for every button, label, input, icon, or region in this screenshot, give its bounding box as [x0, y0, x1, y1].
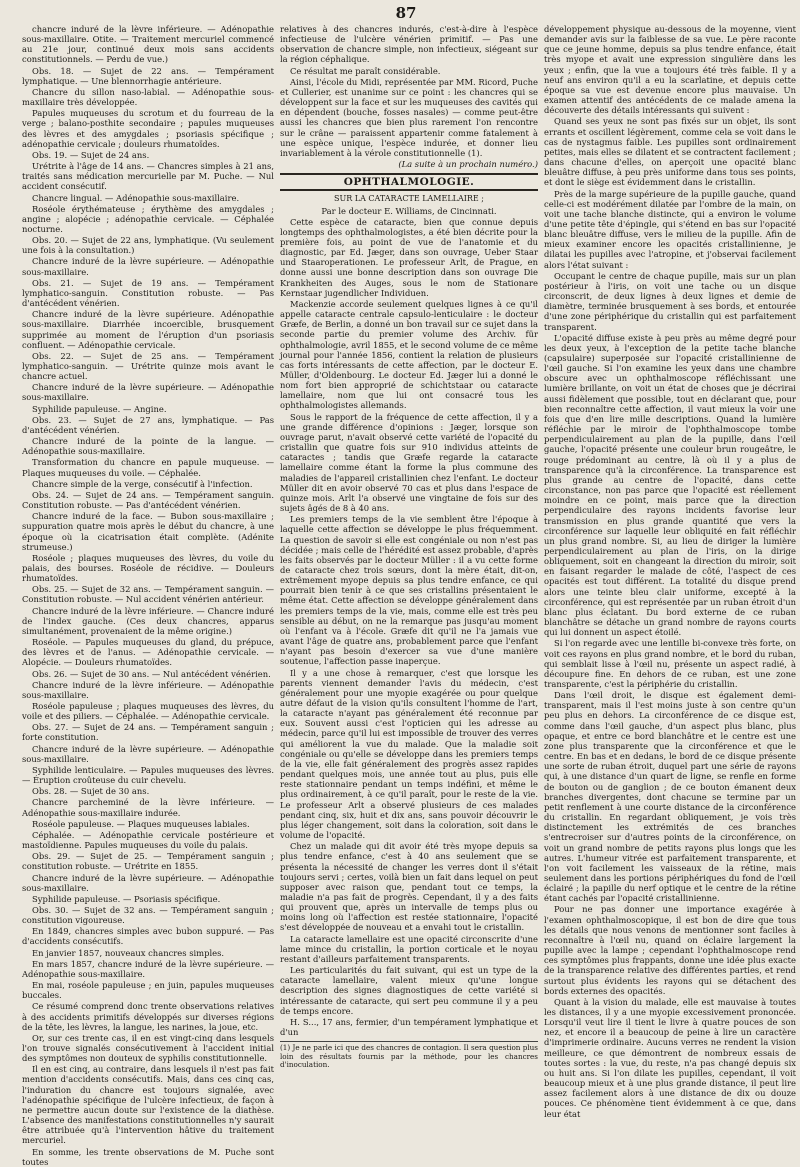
paragraph: En mai, roséole papuleuse ; en juin, papules muqueuses buccales.: [22, 980, 274, 1001]
paragraph: Chancre induré de la lèvre supérieure. Adénopathie sous-maxillaire. Diarrhée incoercible, brusquement supprimée au moment de l'éruption d'un psoriasis confluent. — Adénopathie cervicale.: [22, 309, 274, 350]
footnote: (1) Je ne parle ici que des chancres de contagion. Il sera question plus loin des résultats fournis par la méthode, pour les chancres d'inoculation.: [280, 1043, 538, 1070]
paragraph: Il en est cinq, au contraire, dans lesquels il n'est pas fait mention d'accidents consécutifs. Mais, dans ces cinq cas, l'induration du chancre est toujours signalée, avec l'adénopathie spécifique de l'ulcère infectieux, de façon à ne permettre aucun doute sur l'existence de la diathèse. L'absence des manifestations constitutionnelles n'y saurait être attribuée qu'à l'intervention hâtive du traitement mercuriel.: [22, 1064, 274, 1146]
paragraph: Obs. 27. — Sujet de 24 ans. — Tempérament sanguin ; forte constitution.: [22, 722, 274, 743]
paragraph: Obs. 28. — Sujet de 30 ans.: [32, 786, 150, 797]
paragraph: chancre induré de la lèvre inférieure. — Adénopathie sous-maxillaire. Otite. — Traitement mercuriel commencé au 21e jour, continué deux mois sans accidents constitutionnels. — Perdu de vue.): [22, 24, 274, 65]
column-left: [22, 24, 274, 1167]
paragraph: Chez un malade qui dit avoir été très myope depuis sa plus tendre enfance, c'est à 40 ans seulement que se présenta la nécessité de changer les verres dont il s'était toujours servi ; certes, voilà bien un fait dans lequel on peut supposer avec raison que, pendant tout ce temps, la maladie n'a pas fait de progrès. Cependant, il y a des faits qui prouvent que, après un intervalle de temps plus ou moins long où l'affection est restée stationnaire, l'opacité s'est développée de nouveau et a envahi tout le cristallin.: [280, 841, 538, 933]
paragraph: Obs. 20. — Sujet de 22 ans, lymphatique. (Vu seulement une fois à la consultation.): [22, 235, 274, 256]
paragraph: Si l'on regarde avec une lentille bi-convexe très forte, on voit ces rayons en plus grand nombre, et le bord du ruban, qui semblait lisse à l'œil nu, présente un aspect radié, à découpure fine. En dehors de ce ruban, est une zone transparente, c'est la périphérie du cristallin.: [544, 638, 796, 689]
paragraph: Chancre induré de la face. — Bubon sous-maxillaire ; suppuration quatre mois après le début du chancre, à une époque où la cicatrisation était complète. (Adénite strumeuse.): [22, 511, 274, 552]
paragraph: Transformation du chancre en papule muqueuse. — Plaques muqueuses du voile. — Céphalée.: [22, 457, 274, 478]
paragraph: développement physique au-dessous de la moyenne, vient demander avis sur la faiblesse de sa vue. Le père raconte que ce jeune homme, depuis sa plus tendre enfance, était très myope et avait une expression singulière dans les yeux ; enfin, que la vue a toujours été très faible. Il y a neuf ans environ qu'il a eu la scarlatine, et depuis cette époque sa vue est devenue encore plus mauvaise. Un examen attentif des antécédents de ce malade amena la découverte des détails intéressants qui suivent :: [544, 24, 796, 116]
paragraph: Les premiers temps de la vie semblent être l'époque à laquelle cette affection se développe le plus fréquemment. La question de savoir si elle est congéniale ou non n'est pas décidée ; mais celle de l'hérédité est assez probable, d'après les faits observés par le docteur Müller : il a vu cette forme de cataracte chez trois sœurs, dont la mère était, dit-on, extrêmement myope depuis sa plus tendre enfance, ce qui pourrait bien tenir à ce que ses cristallins présentaient le même état. Cette affection se développe généralement dans les premiers temps de la vie, mais, comme elle est très peu sensible au début, on ne la remarque pas jusqu'au moment où l'enfant va à l'école. Græfe dit qu'il ne l'a jamais vue avant l'âge de quatre ans, probablement parce que l'enfant n'ayant pas besoin d'exercer sa vue d'une manière soutenue, l'affection passe inaperçue.: [280, 514, 538, 667]
paragraph: Obs. 29. — Sujet de 25. — Tempérament sanguin ; constitution robuste. — Urétrite en 1855.: [22, 851, 274, 872]
paragraph: Cette espèce de cataracte, bien que connue depuis longtemps des ophthalmologistes, a été bien décrite pour la première fois, au point de vue de l'anatomie et du diagnostic, par Ed. Jæger, dans son ouvrage, Ueber Staar und Staaroperationen. Le professeur Arlt, de Prague, en donne aussi une bonne description dans son ouvrage Die Krankheiten des Auges, sous le nom de Stationare Kernstaar jugendlicher Individuen.: [280, 216, 538, 298]
column-right: [544, 24, 796, 1119]
paragraph: Urétrite à l'âge de 14 ans. — Chancres simples à 21 ans, traités sans médication mercurielle par M. Puche. — Nul accident consécutif.: [22, 161, 274, 192]
paragraph: Il y a une chose à remarquer, c'est que lorsque les parents viennent demander l'avis du médecin, c'est généralement pour une myopie exagérée ou pour quelque autre défaut de la vision qu'ils consultent l'homme de l'art, la cataracte n'ayant pas généralement été reconnue par eux. Souvent aussi c'est l'opticien qui les adresse au médecin, parce qu'il lui est impossible de trouver des verres qui améliorent la vue du malade. Que la maladie soit congéniale ou qu'elle se développe dans les premiers temps de la vie, elle fait généralement des progrès assez rapides pendant quelques mois, une année tout au plus, puis elle reste stationnaire pendant un temps indéfini, et même le plus ordinairement, à ce qu'il paraît, pour le reste de la vie. Le professeur Arlt a observé plusieurs de ces malades pendant cinq, six, huit et dix ans, sans pouvoir découvrir le plus léger changement, soit dans la coloration, soit dans le volume de l'opacité.: [280, 667, 538, 841]
paragraph: Syphilide papuleuse. — Psoriasis spécifique.: [32, 893, 221, 904]
paragraph: Chancre simple de la verge, consécutif à l'infection.: [32, 478, 253, 489]
paragraph: Roséole. — Papules muqueuses du gland, du prépuce, des lèvres et de l'anus. — Adénopathie cervicale. — Alopécie. — Douleurs rhumatoïdes.: [22, 637, 274, 668]
paragraph: L'opacité diffuse existe à peu près au même degré pour les deux yeux, à l'exception de la petite tache blanche (capsulaire) superposée sur l'opacité cristallinienne de l'œil gauche. Si l'on examine les yeux dans une chambre obscure avec un ophthalmoscope réfléchissant une lumière brillante, on voit un état de choses que je décrirai aussi fidèlement que possible, tout en déclarant que, pour bien reconnaître cette affection, il vaut mieux la voir une fois que d'en lire mille descriptions. Quand la lumière réfléchie par le miroir de l'ophthalmoscope tombe perpendiculairement au plan de la pupille, dans l'œil gauche, l'opacité présente une couleur brun rougeâtre, le rouge prédominant au centre, là où il y a plus de transparence qu'à la circonférence. La transparence est plus grande au centre de l'opacité, dans cette circonstance, non pas parce que l'opacité est réellement moindre en ce point, mais parce que la direction perpendiculaire des rayons incidents favorise leur transmission en plus grande quantité que vers la circonférence sur laquelle leur obliquité en fait réfléchir un plus grand nombre. Si, au lieu de diriger la lumière perpendiculairement au plan de l'iris, on la dirige obliquement, soit en changeant la direction du miroir, soit en faisant regarder le malade de côté, l'aspect de ces opacités est tout différent. La totalité du disque prend alors une teinte bleu clair uniforme, excepté à la circonférence, qui est représentée par un ruban étroit d'un blanc plus éclatant. Du bord externe de ce ruban blanchâtre se détache un grand nombre de rayons courts qui lui donnent un aspect étoilé.: [544, 332, 796, 638]
paragraph: Obs. 22. — Sujet de 25 ans. — Tempérament lymphatico-sanguin. — Urétrite quinze mois avant le chancre actuel.: [22, 350, 274, 382]
paragraph: Roséole ; plaques muqueuses des lèvres, du voile du palais, des bourses. Roséole de récidive. — Douleurs rhumatoïdes.: [22, 552, 274, 584]
paragraph: Obs. 24. — Sujet de 24 ans. — Tempérament sanguin. Constitution robuste. — Pas d'antécédent vénérien.: [22, 489, 274, 511]
paragraph: Dans l'œil droit, le disque est également demi-transparent, mais il l'est moins juste à son centre qu'un peu plus en dehors. La circonférence de ce disque est, comme dans l'œil gauche, d'un aspect plus blanc, plus opaque, et entre ce bord blanchâtre et le centre est une zone plus transparente que la circonférence et que le centre. En bas et en dedans, le bord de ce disque présente une sorte de ruban étroit, duquel part une série de rayons qui, à une distance d'un quart de ligne, se renfle en forme de bouton ou de ganglion ; de ce bouton émanent deux branches divergentes, dont chacune se termine par un petit renflement à une courte distance de la circonférence du cristallin. En regardant obliquement, je vois très distinctement les extrémités de ces branches s'entrecroiser sur d'autres points de la circonférence, on voit un grand nombre de petits rayons plus longs que les autres. L'humeur vitrée est parfaitement transparente, et l'on voit facilement les vaisseaux de la rétine, mais seulement dans les portions périphériques du fond de l'œil éclairé ; la papille du nerf optique et le centre de la rétine étant cachés par l'opacité cristallinienne.: [544, 690, 796, 904]
paragraph: Chancre du sillon naso-labial. — Adénopathie sous-maxillaire très développée.: [22, 86, 274, 108]
paragraph: Obs. 25. — Sujet de 32 ans. — Tempérament sanguin. — Constitution robuste. — Nul accident vénérien antérieur.: [22, 584, 274, 605]
paragraph: En mars 1857, chancre induré de la lèvre supérieure. — Adénopathie sous-maxillaire.: [22, 958, 274, 979]
paragraph: Ainsi, l'école du Midi, représentée par MM. Ricord, Puche et Cullerier, est unanime sur ce point : les chancres qui se développent sur la face et sur les muqueuses des cavités qui en dépendent (bouche, fosses nasales) — comme peut-être aussi les chancres que bien plus rarement l'on rencontre sur le crâne — paraissent appartenir comme fatalement à une espèce unique, l'espèce indurée, et donner lieu invariablement à la vérole constitutionnelle (1).: [280, 76, 538, 158]
paragraph: Mackenzie accorde seulement quelques lignes à ce qu'il appelle cataracte centrale capsulo-lenticulaire : le docteur Græfe, de Berlin, a donné un bon travail sur ce sujet dans la seconde partie du premier volume des Archiv. für ophthalmologie, avril 1855, et le second volume de ce même journal pour l'année 1856, contient la relation de plusieurs cas forts intéressants de cette affection, par le docteur E. Müller, d'Oldenbourg. Le docteur Ed. Jæger lui a donné le nom fort bien approprié de schichtstaar ou cataracte lamellaire, nom que lui ont consacré tous les ophthalmologistes allemands.: [280, 298, 538, 411]
page-number: 87: [395, 4, 417, 22]
section-heading: OPHTHALMOLOGIE.: [280, 173, 538, 191]
paragraph: Obs. 18. — Sujet de 22 ans. — Tempérament lymphatique. — Une blennorrhagie antérieure.: [22, 65, 274, 86]
article-byline: Par le docteur E. Williams, de Cincinnati.: [321, 205, 497, 216]
paragraph: Chancre induré de la lèvre supérieure. — Adénopathie sous-maxillaire.: [22, 743, 274, 764]
paragraph: Syphilide lenticulaire. — Papules muqueuses des lèvres. — Éruption croûteuse du cuir chevelu.: [22, 764, 274, 786]
paragraph: Obs. 26. — Sujet de 30 ans. — Nul antécédent vénérien.: [32, 668, 271, 679]
paragraph: Ce résumé comprend donc trente observations relatives à des accidents primitifs développés sur diverses régions de la tête, les lèvres, la langue, les narines, la joue, etc.: [22, 1001, 274, 1032]
paragraph: relatives à des chancres indurés, c'est-à-dire à l'espèce infectieuse de l'ulcère vénérien primitif. — Pas une observation de chancre simple, non infectieux, siégeant sur la région céphalique.: [280, 24, 538, 65]
paragraph: H. S..., 17 ans, fermier, d'un tempérament lymphatique et d'un: [280, 1016, 538, 1037]
article-title: SUR LA CATARACTE LAMELLAIRE ;: [334, 194, 484, 204]
paragraph: Près de la marge supérieure de la pupille gauche, quand celle-ci est modérément dilatée par l'ombre de la main, on voit une tache blanche distincte, qui a environ le volume d'une petite tête d'épingle, qui s'étend en bas sur l'opacité blanc bleuâtre diffuse, vers le milieu de la pupille. Afin de mieux examiner encore les opacités cristallinienne, je dilatai les pupilles avec l'atropine, et j'observai facilement alors l'état suivant :: [544, 188, 796, 270]
paragraph: Chancre induré de la lèvre inférieure. — Adénopathie sous-maxillaire.: [22, 679, 274, 700]
paragraph: Papules muqueuses du scrotum et du fourreau de la verge ; balano-posthite secondaire ; papules muqueuses des lèvres et des amygdales ; psoriasis spécifique ; adénopathie cervicale ; douleurs rhumatoïdes.: [22, 108, 274, 149]
text-columns: [22, 24, 796, 1167]
paragraph: En somme, les trente observations de M. Puche sont toutes: [22, 1146, 274, 1167]
paragraph: Chancre parcheminé de la lèvre inférieure. — Adénopathie sous-maxillaire indurée.: [22, 797, 274, 818]
paragraph: En janvier 1857, nouveaux chancres simples.: [32, 947, 225, 958]
paragraph: Occupant le centre de chaque pupille, mais sur un plan postérieur à l'iris, on voit une tache ou un disque circonscrit, de deux lignes à deux lignes et demie de diamètre, terminée brusquement à ses bords, et entourée d'une zone périphérique du cristallin qui est parfaitement transparent.: [544, 270, 796, 332]
paragraph: Quand ses yeux ne sont pas fixés sur un objet, ils sont errants et oscillent légèrement, comme cela se voit dans le cas de nystagmus faible. Les pupilles sont ordinairement petites, mais elles se dilatent et se contractent facilement ; dans chacune d'elles, on aperçoit une opacité blanc bleuâtre diffuse, à peu près uniforme dans tous ses points, et dont le siège est évidemment dans le cristallin.: [544, 116, 796, 188]
paragraph: Obs. 30. — Sujet de 32 ans. — Tempérament sanguin ; constitution vigoureuse.: [22, 904, 274, 926]
paragraph: Chancre induré de la lèvre supérieure. — Adénopathie sous-maxillaire.: [22, 872, 274, 893]
paragraph: Chancre lingual. — Adénopathie sous-maxillaire.: [32, 192, 240, 203]
paragraph: Pour ne pas donner une importance exagérée à l'examen ophthalmoscopique, il est bon de dire que tous les détails que nous venons de mentionner sont faciles à reconnaître à l'œil nu, quand on éclaire largement la pupille avec la lampe ; cependant l'ophthalmoscope rend ces symptômes plus frappants, donne une idée plus exacte de la transparence relative des différentes parties, et rend surtout plus évidents les rayons qui se détachent des bords externes des opacités.: [544, 904, 796, 996]
paragraph: Céphalée. — Adénopathie cervicale postérieure et mastoïdienne. Papules muqueuses du voile du palais.: [22, 829, 274, 851]
paragraph: Ce résultat me paraît considérable.: [290, 65, 441, 76]
paragraph: Chancre induré de la lèvre supérieure. — Adénopathie sous-maxillaire.: [22, 256, 274, 277]
paragraph: Quant à la vision du malade, elle est mauvaise à toutes les distances, il y a une myopie excessivement prononcée. Lorsqu'il veut lire il tient le livre à quatre pouces de son nez, et encore il a beaucoup de peine à lire un caractère d'imprimerie ordinaire. Aucuns verres ne rendent la vision meilleure, ce que démontrent de nombreux essais de toutes sortes : la vue, du reste, n'a pas changé depuis six ou huit ans. Si l'on dilate les pupilles, cependant, il voit beaucoup mieux et à une plus grande distance, il peut lire assez facilement alors à une distance de dix ou douze pouces. Ce phénomène tient évidemment à ce que, dans leur état: [544, 996, 796, 1119]
paragraph: La cataracte lamellaire est une opacité circonscrite d'une lame mince du cristallin, la portion corticale et le noyau restant d'ailleurs parfaitement transparents.: [280, 933, 538, 964]
paragraph: Chancre induré de la pointe de la langue. — Adénopathie sous-maxillaire.: [22, 436, 274, 457]
paragraph: Or, sur ces trente cas, il en est vingt-cinq dans lesquels l'on trouve signalés consécutivement à l'accident initial des symptômes non douteux de syphilis constitutionnelle.: [22, 1032, 274, 1064]
paragraph: Syphilide papuleuse. — Angine.: [32, 403, 167, 414]
continued-note: (La suite à un prochain numéro.): [398, 159, 538, 170]
paragraph: Obs. 23. — Sujet de 27 ans, lymphatique. — Pas d'antécédent vénérien.: [22, 414, 274, 435]
paragraph: En 1849, chancres simples avec bubon suppuré. — Pas d'accidents consécutifs.: [22, 926, 274, 947]
paragraph: Les particularités du fait suivant, qui est un type de la cataracte lamellaire, valent mieux qu'une longue description des signes diagnostiques de cette variété si intéressante de cataracte, qui sert peu commune il y a peu de temps encore.: [280, 965, 538, 1016]
paragraph: Roséole papuleuse ; plaques muqueuses des lèvres, du voile et des piliers. — Céphalée. — Adénopathie cervicale.: [22, 701, 274, 722]
paragraph: Chancre induré de la lèvre inférieure. — Chancre induré de l'index gauche. (Ces deux chancres, apparus simultanément, provenaient de la même origine.): [22, 605, 274, 636]
paragraph: Sous le rapport de la fréquence de cette affection, il y a une grande différence d'opinions : Jæger, lorsque son ouvrage parut, n'avait observé cette variété de l'opacité du cristallin que quatre fois sur 910 individus atteints de cataractes ; tandis que Græfe regarde la cataracte lamellaire comme étant la forme la plus commune des maladies de l'appareil cristallinien chez l'enfant. Le docteur Müller dit en avoir observé 70 cas et plus dans l'espace de quinze mois. Arlt l'a observé une vingtaine de fois sur des sujets âgés de 8 à 40 ans.: [280, 411, 538, 514]
paragraph: Obs. 21. — Sujet de 19 ans. — Tempérament lymphatico-sanguin. Constitution robuste. — Pas d'antécédent vénérien.: [22, 277, 274, 309]
paragraph: Roséole papuleuse. — Plaques muqueuses labiales.: [32, 818, 250, 829]
paragraph: Obs. 19. — Sujet de 24 ans.: [32, 149, 150, 160]
paragraph: Roséole érythémateuse ; érythème des amygdales ; angine ; alopécie ; adénopathie cervicale. — Céphalée nocturne.: [22, 203, 274, 234]
paragraph: Chancre induré de la lèvre supérieure. — Adénopathie sous-maxillaire.: [22, 382, 274, 403]
column-middle: [280, 24, 538, 1116]
